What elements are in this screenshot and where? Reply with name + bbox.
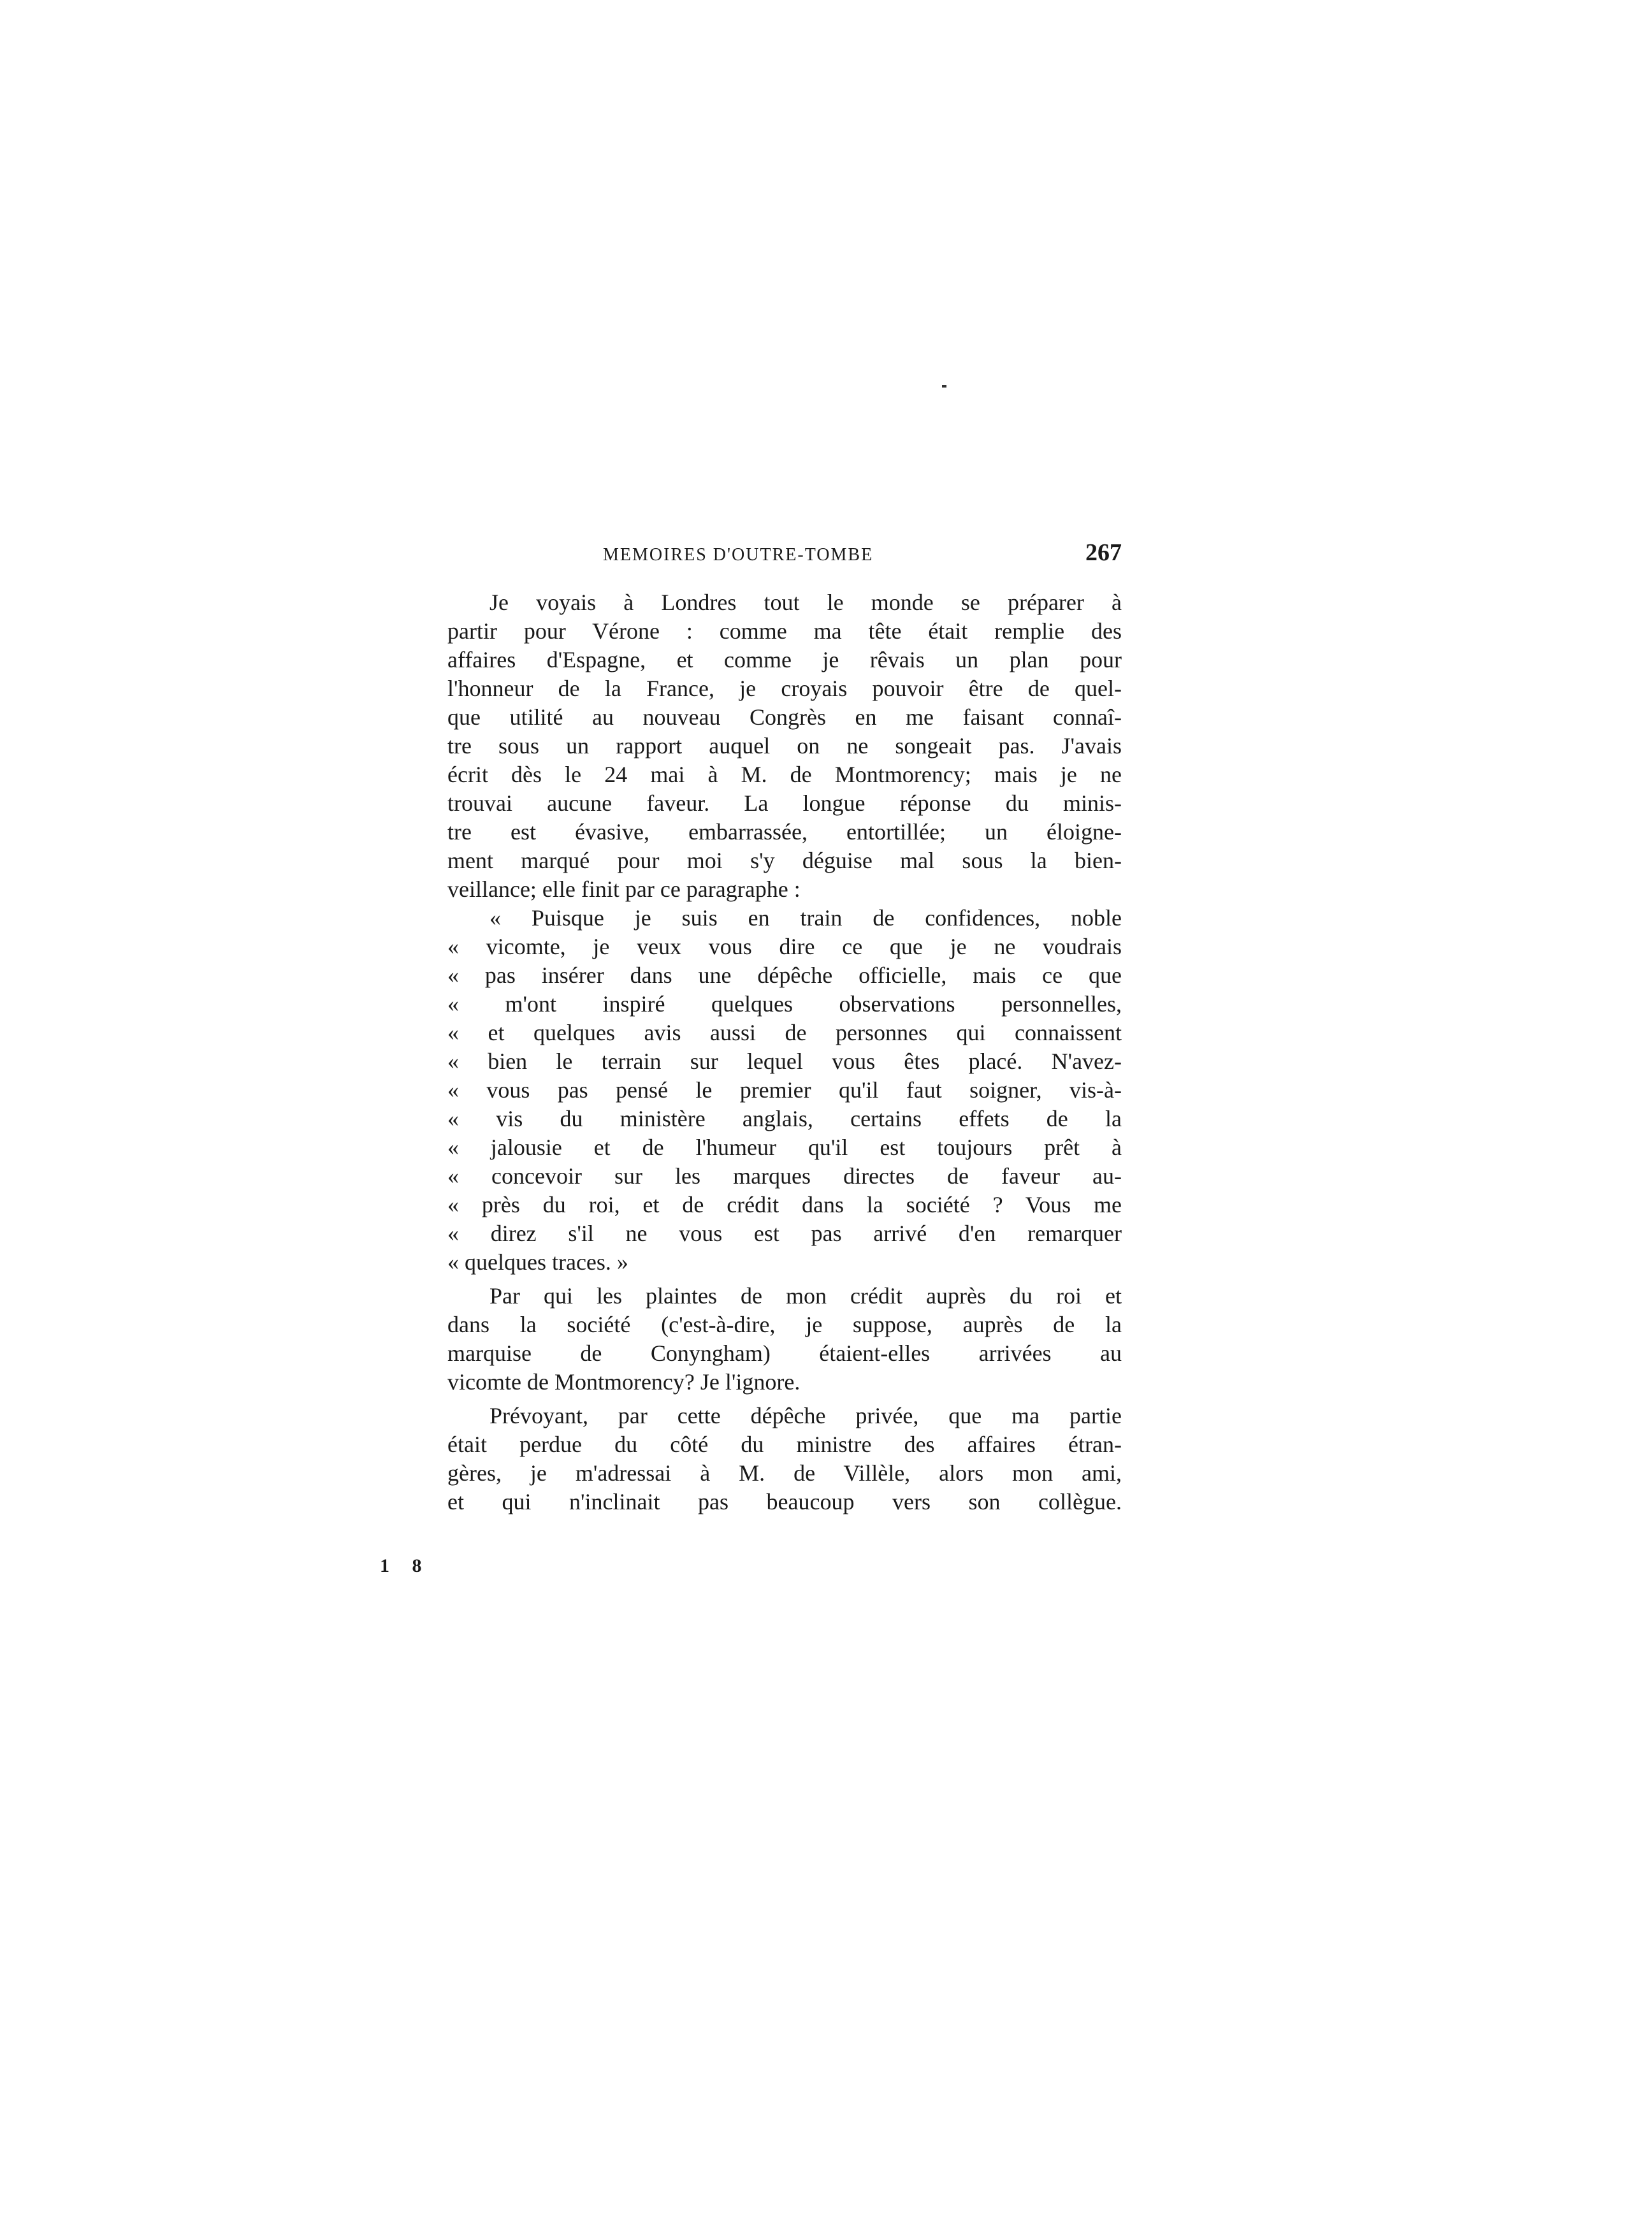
text-line: ment marqué pour moi s'y déguise mal sous la bien- xyxy=(447,848,1122,873)
text-line: gères, je m'adressai à M. de Villèle, alors mon ami, xyxy=(447,1460,1122,1486)
quote-line: « près du roi, et de crédit dans la société ? Vous me xyxy=(447,1192,1122,1217)
text-line: dans la société (c'est-à-dire, je suppose, auprès de la xyxy=(447,1312,1122,1337)
quote-line: « vicomte, je veux vous dire ce que je ne voudrais xyxy=(447,934,1122,959)
quote-line: « concevoir sur les marques directes de faveur au- xyxy=(447,1163,1122,1189)
text-line: et qui n'inclinait pas beaucoup vers son collègue. xyxy=(447,1489,1122,1514)
page-speck xyxy=(942,385,946,388)
quote-line: « Puisque je suis en train de confidences, noble xyxy=(489,905,1122,931)
quote-line: « quelques traces. » xyxy=(447,1249,628,1275)
text-line: que utilité au nouveau Congrès en me faisant connaî- xyxy=(447,704,1122,730)
quote-line: « jalousie et de l'humeur qu'il est toujours prêt à xyxy=(447,1135,1122,1160)
text-line: affaires d'Espagne, et comme je rêvais un plan pour xyxy=(447,647,1122,672)
text-line: Par qui les plaintes de mon crédit auprès du roi et xyxy=(489,1283,1122,1309)
running-title: MEMOIRES D'OUTRE-TOMBE xyxy=(603,545,874,565)
quote-line: « pas insérer dans une dépêche officielle, mais ce que xyxy=(447,962,1122,988)
text-line: tre sous un rapport auquel on ne songeait pas. J'avais xyxy=(447,733,1122,759)
text-line: l'honneur de la France, je croyais pouvoir être de quel- xyxy=(447,676,1122,701)
text-line: écrit dès le 24 mai à M. de Montmorency; mais je ne xyxy=(447,762,1122,787)
text-line: trouvai aucune faveur. La longue réponse du minis- xyxy=(447,790,1122,816)
quote-line: « vous pas pensé le premier qu'il faut soigner, vis-à- xyxy=(447,1077,1122,1103)
signature-mark: 1 8 xyxy=(380,1555,431,1576)
text-line: Je voyais à Londres tout le monde se préparer à xyxy=(489,590,1122,615)
page-number: 267 xyxy=(1085,539,1122,566)
quote-line: « direz s'il ne vous est pas arrivé d'en remarquer xyxy=(447,1221,1122,1246)
text-line: était perdue du côté du ministre des affaires étran- xyxy=(447,1432,1122,1457)
text-line: marquise de Conyngham) étaient-elles arrivées au xyxy=(447,1340,1122,1366)
quote-line: « vis du ministère anglais, certains effets de la xyxy=(447,1106,1122,1131)
text-line: tre est évasive, embarrassée, entortillée; un éloigne- xyxy=(447,819,1122,845)
text-line: Prévoyant, par cette dépêche privée, que ma partie xyxy=(489,1403,1122,1428)
text-line: vicomte de Montmorency? Je l'ignore. xyxy=(447,1369,801,1395)
page-text xyxy=(447,539,1122,1516)
quote-line: « bien le terrain sur lequel vous êtes placé. N'avez- xyxy=(447,1049,1122,1074)
quote-line: « m'ont inspiré quelques observations personnelles, xyxy=(447,991,1122,1017)
text-line: veillance; elle finit par ce paragraphe : xyxy=(447,876,801,902)
running-header xyxy=(447,539,1122,588)
text-line: partir pour Vérone : comme ma tête était remplie des xyxy=(447,618,1122,644)
quote-line: « et quelques avis aussi de personnes qui connaissent xyxy=(447,1020,1122,1045)
